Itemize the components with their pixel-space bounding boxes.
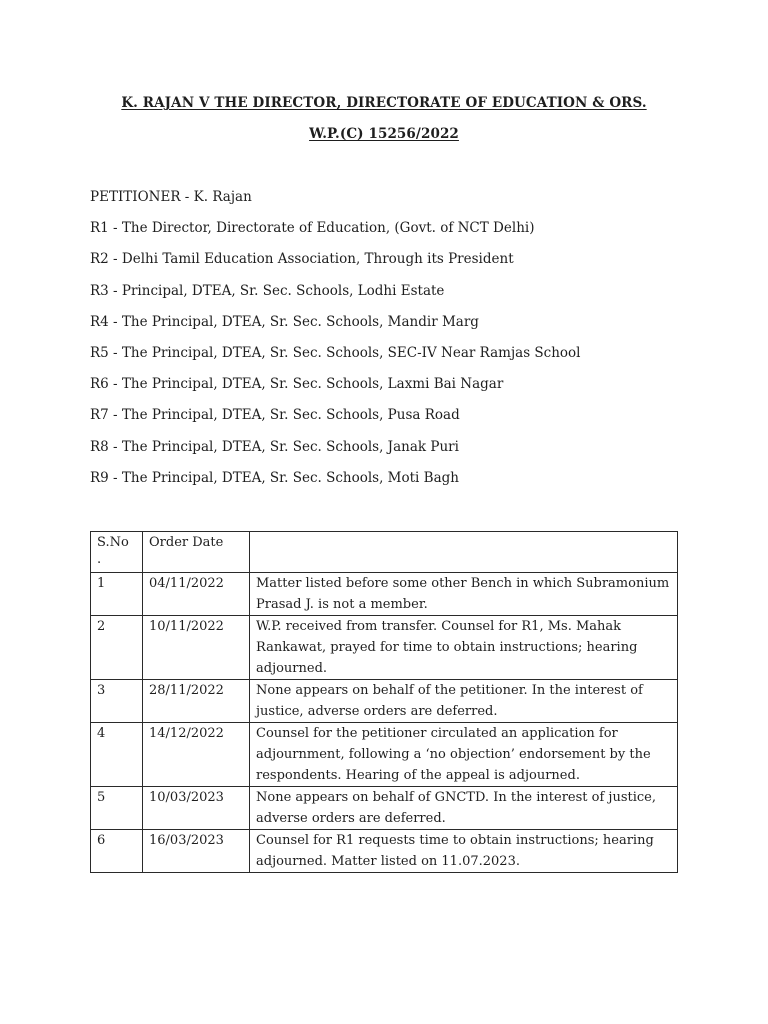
row-text: Matter listed before some other Bench in which Subramonium Prasad J. is not a member. [250,573,678,616]
header-sno [91,532,143,573]
orders-table [90,531,678,873]
case-title: K. RAJAN V THE DIRECTOR, DIRECTORATE OF EDUCATION & ORS. [121,95,647,111]
row-date: 10/03/2023 [143,787,250,830]
header-order-date: Order Date [143,532,250,573]
row-date: 28/11/2022 [143,680,250,723]
header-sno-label: S.No [97,535,129,550]
row-text: Counsel for R1 requests time to obtain instructions; hearing adjourned. Matter listed on 11.07.2023. [250,830,678,873]
header-description [250,532,678,573]
row-date: 10/11/2022 [143,616,250,680]
party-r6: R6 - The Principal, DTEA, Sr. Sec. Schools, Laxmi Bai Nagar [90,376,504,393]
table-row [91,723,678,787]
table-row [91,680,678,723]
party-petitioner: PETITIONER - K. Rajan [90,189,252,205]
header-sno-dot: . [97,552,102,567]
parties-list [90,188,730,500]
row-sno: 3 [91,680,143,723]
table-row [91,616,678,680]
party-r9: R9 - The Principal, DTEA, Sr. Sec. Schools, Moti Bagh [90,469,459,486]
row-date: 04/11/2022 [143,573,250,616]
party-r4: R4 - The Principal, DTEA, Sr. Sec. Schools, Mandir Marg [90,313,479,330]
row-sno: 4 [91,723,143,787]
table-row [91,573,678,616]
party-r2: R2 - Delhi Tamil Education Association, Through its President [90,251,514,268]
table-row [91,787,678,830]
row-sno: 6 [91,830,143,873]
table-header-row [91,532,678,573]
row-text: None appears on behalf of the petitioner. In the interest of justice, adverse orders are deferred. [250,680,678,723]
row-text: None appears on behalf of GNCTD. In the interest of justice, adverse orders are deferred. [250,787,678,830]
row-sno: 1 [91,573,143,616]
row-sno: 2 [91,616,143,680]
row-text: W.P. received from transfer. Counsel for R1, Ms. Mahak Rankawat, prayed for time to obtain instructions; hearing adjourned. [250,616,678,680]
row-date: 16/03/2023 [143,830,250,873]
row-text: Counsel for the petitioner circulated an application for adjournment, following a ‘no objection’ endorsement by the respondents. Hearing of the appeal is adjourned. [250,723,678,787]
party-r3: R3 - Principal, DTEA, Sr. Sec. Schools, Lodhi Estate [90,282,445,299]
party-r5: R5 - The Principal, DTEA, Sr. Sec. Schools, SEC-IV Near Ramjas School [90,344,581,361]
row-sno: 5 [91,787,143,830]
case-number: W.P.(C) 15256/2022 [309,126,459,142]
party-r1: R1 - The Director, Directorate of Education, (Govt. of NCT Delhi) [90,220,535,237]
row-date: 14/12/2022 [143,723,250,787]
table-row [91,830,678,873]
party-r7: R7 - The Principal, DTEA, Sr. Sec. Schools, Pusa Road [90,407,460,424]
party-r8: R8 - The Principal, DTEA, Sr. Sec. Schools, Janak Puri [90,438,459,455]
